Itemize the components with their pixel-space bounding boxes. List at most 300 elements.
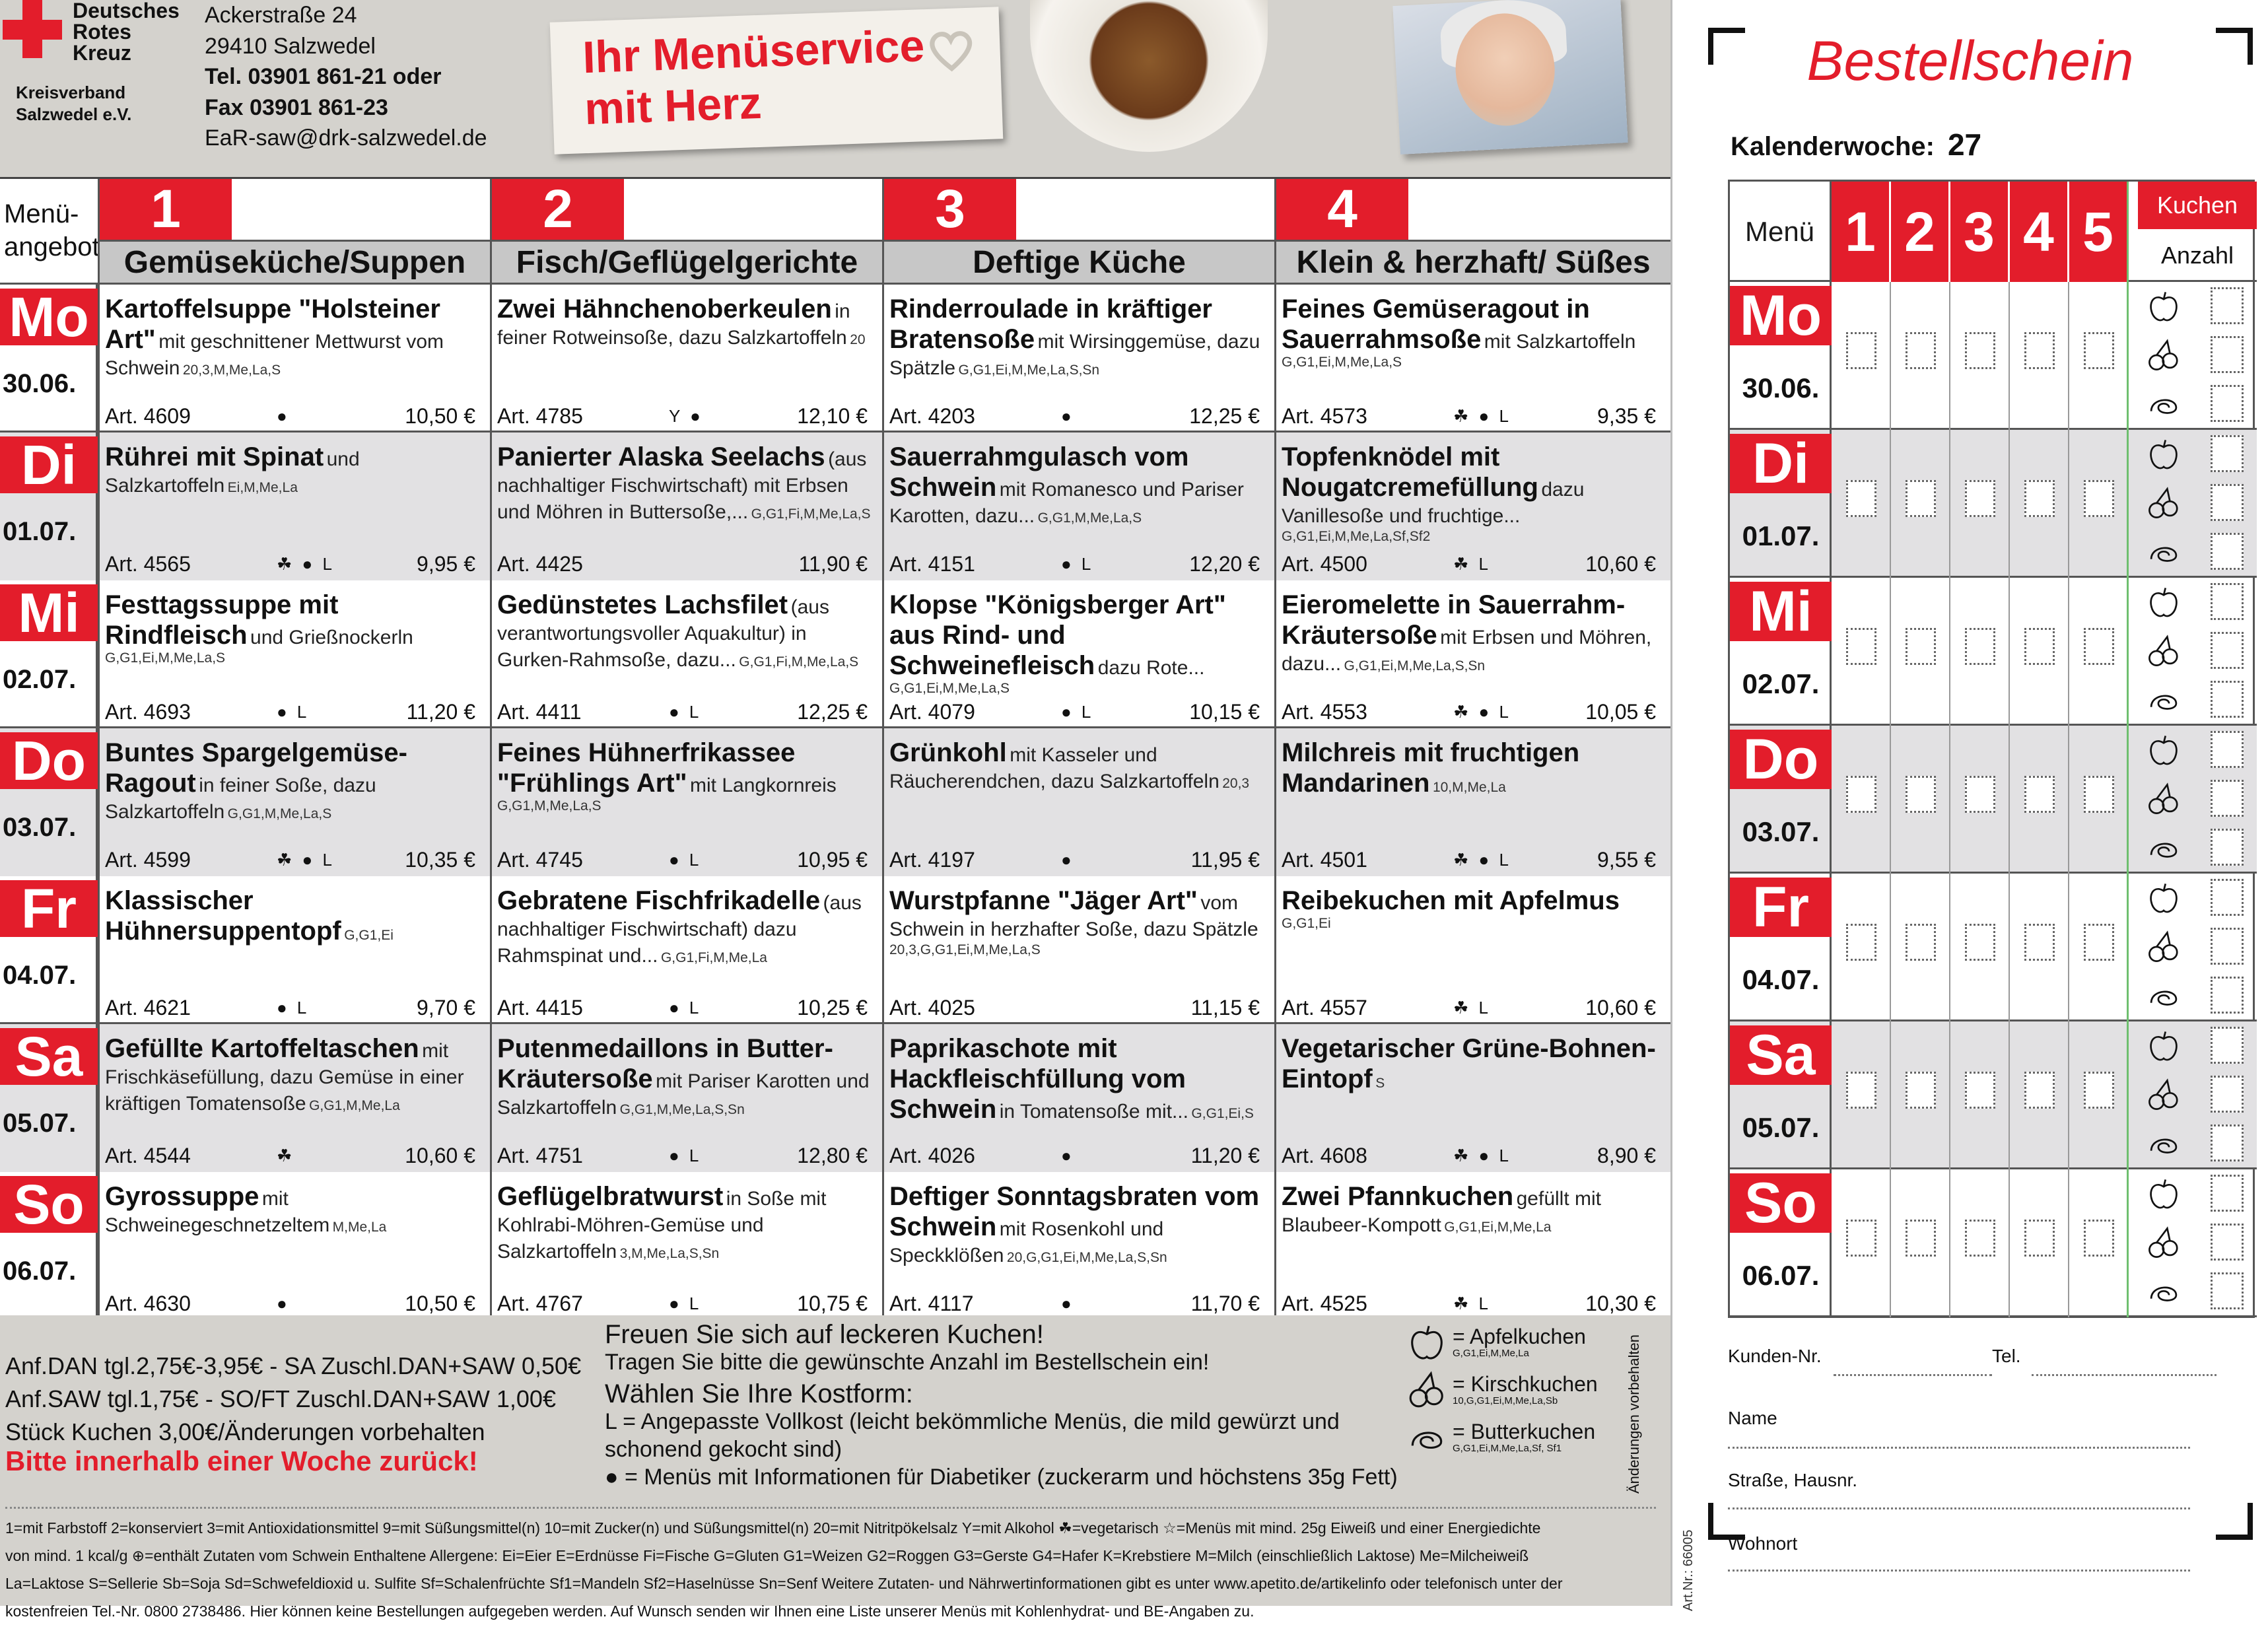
cake-quantity-box[interactable] <box>2211 977 2244 1014</box>
dish-allergens: G,G1,M,Me,La,S <box>497 798 601 813</box>
diet-symbols: ● <box>1061 1294 1074 1313</box>
cake-quantity-box[interactable] <box>2211 1272 2244 1309</box>
order-quantity-box[interactable] <box>1846 480 1876 517</box>
dish-description: mit geschnittener Mettwurst vom Schwein <box>105 331 444 379</box>
cake-quantity-box[interactable] <box>2211 385 2244 422</box>
cake-row <box>2138 479 2257 528</box>
dish-cell[interactable] <box>490 728 882 876</box>
price: 11,20 € <box>406 700 475 724</box>
butter-cake-icon <box>2146 682 2182 718</box>
city-field[interactable] <box>1728 1545 2190 1572</box>
dish-cell[interactable] <box>490 1172 882 1320</box>
dish-description: mit Frischkäsefüllung, dazu Gemüse in einer kräftigen Tomatensoße <box>105 1040 464 1115</box>
order-row <box>1730 282 2257 430</box>
banner-line2: mit Herz <box>584 78 763 135</box>
dish-title: Feines Hühnerfrikassee "Frühlings Art" <box>497 738 796 798</box>
cake-quantity-box[interactable] <box>2211 632 2244 669</box>
cake-row <box>2138 775 2257 823</box>
dish-description: dazu Rote... <box>1097 657 1205 679</box>
apple-icon <box>1406 1322 1447 1363</box>
dish-cell[interactable] <box>98 728 490 876</box>
article-number: Art. 4197 <box>889 848 975 872</box>
diet-symbols: ● <box>1061 1146 1074 1165</box>
drk-logo <box>0 0 191 132</box>
price: 9,95 € <box>417 552 475 576</box>
day-name: So <box>0 1176 98 1233</box>
price: 8,90 € <box>1597 1144 1656 1167</box>
category-number: 1 <box>100 179 232 240</box>
diet-symbols: ☘ ● L <box>1453 702 1511 722</box>
order-quantity-box[interactable] <box>1906 480 1936 517</box>
cake-legend <box>1406 1322 1631 1465</box>
dish-allergens: G,G1,Ei,M,Me,La,S,Sn <box>958 363 1100 378</box>
cake-quantity-box[interactable] <box>2211 879 2244 916</box>
order-quantity-box[interactable] <box>1906 1220 1936 1257</box>
price: 10,60 € <box>1585 552 1656 576</box>
cake-quantity-box[interactable] <box>2211 435 2244 472</box>
k3: = Butterkuchen <box>1453 1420 1596 1444</box>
dish-cell[interactable] <box>98 432 490 580</box>
apple-icon <box>2146 880 2182 916</box>
order-column-5: 5 <box>2069 182 2129 282</box>
order-quantity-box[interactable] <box>1965 1220 1995 1257</box>
k3-allergens: G,G1,Ei,M,Me,La,Sf, Sf1 <box>1453 1443 1562 1455</box>
dish-allergens: G,G1,M,Me,La <box>309 1098 400 1113</box>
dish-allergens: G,G1,M,Me,La,S,Sn <box>619 1102 745 1117</box>
day-date: 03.07. <box>3 813 77 842</box>
order-slot <box>1891 1169 1950 1317</box>
article-number: Art. 4621 <box>105 996 191 1020</box>
dish-title: Klassischer Hühnersuppentopf <box>105 886 341 946</box>
dish-allergens: G,G1,Fi,M,Me,La,S <box>739 654 859 670</box>
day-row <box>0 580 1670 728</box>
return-notice: Bitte innerhalb einer Woche zurück! <box>5 1445 478 1476</box>
article-line <box>1282 698 1665 726</box>
order-row <box>1730 578 2257 726</box>
order-quantity-box[interactable] <box>1846 1072 1876 1109</box>
order-quantity-box[interactable] <box>1906 628 1936 665</box>
order-quantity-box[interactable] <box>2024 1072 2055 1109</box>
order-quantity-box[interactable] <box>2084 628 2114 665</box>
order-quantity-box[interactable] <box>1965 1072 1995 1109</box>
order-day-date: 06.07. <box>1742 1260 1820 1291</box>
dish-cell[interactable] <box>1274 876 1670 1024</box>
cake-quantity-box[interactable] <box>2211 731 2244 768</box>
heart-icon <box>926 26 975 75</box>
email: EaR-saw@drk-salzwedel.de <box>205 125 487 151</box>
dish-title: Paprikaschote mit Hackfleischfüllung vom Schwein <box>889 1034 1186 1124</box>
apple-icon <box>2146 1028 2182 1064</box>
cake-row <box>2138 1267 2257 1316</box>
order-slot <box>1832 874 1891 1021</box>
dish-title: Rinderroulade in kräftiger Bratensoße <box>889 294 1212 354</box>
dish-cell[interactable] <box>882 1172 1274 1320</box>
cake-quantity-box[interactable] <box>2211 928 2244 965</box>
dish-cell[interactable] <box>882 1024 1274 1172</box>
article-number: Art. 4609 <box>105 404 191 428</box>
price: 12,20 € <box>1189 552 1260 576</box>
order-slot <box>1950 430 2010 578</box>
cake-quantity-box[interactable] <box>2211 681 2244 718</box>
day-row <box>0 1024 1670 1172</box>
order-quantity-box[interactable] <box>1846 628 1876 665</box>
dish-cell[interactable] <box>882 580 1274 728</box>
day-row <box>0 1172 1670 1320</box>
article-number: Art. 4151 <box>889 552 975 576</box>
dish-allergens: G,G1,Fi,M,Me,La,S <box>751 506 871 522</box>
cake-row <box>2138 1021 2257 1070</box>
cake-column <box>2138 282 2257 430</box>
order-slot <box>2010 578 2069 726</box>
dish-cell[interactable] <box>98 1172 490 1320</box>
order-quantity-box[interactable] <box>2024 776 2055 813</box>
cake-column <box>2138 726 2257 874</box>
price: 11,20 € <box>1190 1144 1260 1167</box>
day-name: Fr <box>0 880 98 937</box>
day-cell <box>0 876 98 1024</box>
dish-title: Topfenknödel mit Nougatcremefüllung <box>1282 442 1538 502</box>
category-number: 2 <box>492 179 624 240</box>
article-number: Art.Nr.: 66005 <box>1681 1529 1696 1611</box>
order-slot <box>1950 874 2010 1021</box>
diet-symbols: ● L <box>669 850 702 870</box>
dish-cell[interactable] <box>98 876 490 1024</box>
day-date: 06.07. <box>3 1257 77 1286</box>
dish-title: Zwei Pfannkuchen <box>1282 1182 1514 1211</box>
order-quantity-box[interactable] <box>1965 924 1995 961</box>
k2-allergens: 10,G,G1,Ei,M,Me,La,Sb <box>1453 1395 1558 1407</box>
dish-description: mit Pariser Karotten und Salzkartoffeln <box>497 1070 870 1119</box>
dish-title: Eieromelette in Sauerrahm-Kräutersoße <box>1282 590 1626 650</box>
article-line <box>105 846 485 874</box>
order-quantity-box[interactable] <box>1846 332 1876 369</box>
order-day-cell <box>1730 578 1832 726</box>
article-number: Art. 4425 <box>497 552 583 576</box>
order-day-name: Do <box>1730 730 1832 789</box>
phone-label: Tel. <box>1992 1346 2021 1366</box>
street: Ackerstraße 24 <box>205 3 357 28</box>
cake-quantity-box[interactable] <box>2211 484 2244 521</box>
header <box>0 0 1670 177</box>
name-field[interactable] <box>1728 1422 2190 1449</box>
order-quantity-box[interactable] <box>1965 776 1995 813</box>
order-day-date: 30.06. <box>1742 372 1820 403</box>
article-number: Art. 4565 <box>105 552 191 576</box>
order-row <box>1730 874 2257 1021</box>
customer-number-field[interactable] <box>1834 1350 1992 1376</box>
diet-symbols: ☘ ● L <box>277 554 335 574</box>
order-day-date: 04.07. <box>1742 964 1820 995</box>
price: 10,60 € <box>1585 996 1656 1020</box>
diet-symbols: ☘ ● L <box>1453 406 1511 426</box>
order-slot <box>2010 874 2069 1021</box>
article-number: Art. 4767 <box>497 1292 583 1315</box>
order-column-4: 4 <box>2010 182 2069 282</box>
dish-allergens: G,G1,M,Me,La,S <box>1037 510 1142 526</box>
article-number: Art. 4693 <box>105 700 191 724</box>
price-line1: Anf.DAN tgl.2,75€-3,95€ - SA Zuschl.DAN+SAW 0,50€ <box>5 1352 582 1379</box>
name-label: Name <box>1728 1408 1777 1428</box>
dish-cell[interactable] <box>1274 728 1670 876</box>
article-number: Art. 4745 <box>497 848 583 872</box>
butter-cake-icon <box>1406 1417 1447 1458</box>
dish-allergens: G,G1,Ei,M,Me,La <box>1444 1220 1552 1235</box>
cake-sub: Tragen Sie bitte die gewünschte Anzahl im Bestellschein ein! <box>605 1350 1210 1375</box>
cake-label: Kuchen <box>2138 182 2257 229</box>
dish-cell[interactable] <box>1274 1024 1670 1172</box>
dish-description: in feiner Soße, dazu Salzkartoffeln <box>105 775 376 823</box>
dish-cell[interactable] <box>490 285 882 432</box>
order-slot <box>1832 578 1891 726</box>
category-name: Klein & herzhaft/ Süßes <box>1276 240 1670 285</box>
order-quantity-box[interactable] <box>2084 1072 2114 1109</box>
order-day-date: 01.07. <box>1742 520 1820 551</box>
dish-description: mit Schweinegeschnetzeltem <box>105 1188 330 1236</box>
dish-cell[interactable] <box>1274 580 1670 728</box>
order-column-1: 1 <box>1832 182 1891 282</box>
diet-symbols: ☘ ● L <box>1453 850 1511 870</box>
category-number: 4 <box>1276 179 1408 240</box>
cake-row <box>2138 874 2257 922</box>
cake-quantity-box[interactable] <box>2211 1224 2244 1261</box>
order-day-name: Fr <box>1730 878 1832 937</box>
calendar-week <box>1731 129 1981 160</box>
order-quantity-box[interactable] <box>2084 332 2114 369</box>
day-cell <box>0 728 98 876</box>
dish-cell[interactable] <box>882 432 1274 580</box>
order-quantity-box[interactable] <box>1965 332 1995 369</box>
article-line <box>497 402 877 430</box>
order-header <box>1730 182 2257 282</box>
article-line <box>497 994 877 1021</box>
dish-cell[interactable] <box>98 580 490 728</box>
apple-icon <box>2146 289 2182 324</box>
cake-row <box>2138 675 2257 724</box>
order-day-date: 03.07. <box>1742 816 1820 847</box>
dish-allergens: 20 <box>850 332 866 347</box>
menu-label-2: angebot <box>4 232 100 261</box>
butter-cake-icon <box>2146 534 2182 570</box>
butter-cake-icon <box>2146 1274 2182 1309</box>
dish-cell[interactable] <box>490 580 882 728</box>
order-slot <box>1832 282 1891 430</box>
cake-quantity-box[interactable] <box>2211 287 2244 324</box>
order-day-date: 05.07. <box>1742 1112 1820 1143</box>
cake-quantity-box[interactable] <box>2211 1124 2244 1161</box>
article-number: Art. 4573 <box>1282 404 1367 428</box>
order-slot <box>2069 1021 2129 1169</box>
diet-symbols: ☘ L <box>1453 1294 1491 1313</box>
dish-description: und Grießnockerln <box>250 627 413 648</box>
dish-description: mit Kasseler und Räucherendchen, dazu Salzkartoffeln <box>889 744 1220 792</box>
order-slot <box>2069 726 2129 874</box>
order-day-cell <box>1730 282 1832 430</box>
cake-info <box>605 1321 1410 1491</box>
dish-title: Rührei mit Spinat <box>105 442 324 471</box>
cake-row <box>2138 331 2257 380</box>
dish-cell[interactable] <box>490 1024 882 1172</box>
city: 29410 Salzwedel <box>205 33 376 59</box>
dish-allergens: G,G1,Ei,M,Me,La,S <box>105 650 226 666</box>
butter-cake-icon <box>2146 978 2182 1014</box>
order-row <box>1730 726 2257 874</box>
dish-title: Grünkohl <box>889 738 1007 767</box>
dish-allergens: 10,M,Me,La <box>1432 780 1506 795</box>
article-line <box>1282 1142 1665 1169</box>
phone-field[interactable] <box>2032 1350 2216 1376</box>
diet-symbols: ● L <box>669 702 702 722</box>
dish-description: und Salzkartoffeln <box>105 448 360 497</box>
order-column-3: 3 <box>1950 182 2010 282</box>
article-line <box>105 698 485 726</box>
dish-title: Reibekuchen mit Apfelmus <box>1282 886 1620 915</box>
article-number: Art. 4501 <box>1282 848 1367 872</box>
diet-symbols: ● L <box>669 1146 702 1165</box>
day-cell <box>0 432 98 580</box>
order-slot <box>1832 430 1891 578</box>
dish-cell[interactable] <box>882 285 1274 432</box>
dish-cell[interactable] <box>98 285 490 432</box>
dish-cell[interactable] <box>1274 285 1670 432</box>
price: 12,10 € <box>797 404 868 428</box>
order-slot <box>2069 1169 2129 1317</box>
dish-description: (aus nachhaltiger Fischwirtschaft) dazu Rahmspinat und... <box>497 892 862 967</box>
order-quantity-box[interactable] <box>1906 776 1936 813</box>
price: 12,80 € <box>797 1144 868 1167</box>
article-number: Art. 4608 <box>1282 1144 1367 1167</box>
dish-cell[interactable] <box>1274 432 1670 580</box>
cake-quantity-box[interactable] <box>2211 1175 2244 1212</box>
kreis-line1: Kreisverband <box>16 83 126 102</box>
dish-title: Deftiger Sonntagsbraten vom Schwein <box>889 1182 1260 1241</box>
cake-row <box>2138 528 2257 576</box>
order-quantity-box[interactable] <box>2024 332 2055 369</box>
order-quantity-box[interactable] <box>1906 1072 1936 1109</box>
dish-description: mit Langkornreis <box>690 775 837 796</box>
cake-header <box>2138 182 2257 282</box>
menu-label-1: Menü- <box>4 199 79 228</box>
cherry-icon <box>2146 485 2182 521</box>
order-quantity-box[interactable] <box>2024 1220 2055 1257</box>
cake-row <box>2138 578 2257 627</box>
kost-d: ● = Menüs mit Informationen für Diabetiker (zuckerarm und höchstens 35g Fett) <box>605 1465 1398 1490</box>
price: 9,35 € <box>1597 404 1656 428</box>
dish-cell[interactable] <box>98 1024 490 1172</box>
dish-cell[interactable] <box>490 432 882 580</box>
order-quantity-box[interactable] <box>2024 480 2055 517</box>
cake-quantity-box[interactable] <box>2211 780 2244 817</box>
article-line <box>889 698 1269 726</box>
order-slot <box>2010 282 2069 430</box>
cake-quantity-box[interactable] <box>2211 1027 2244 1064</box>
order-quantity-box[interactable] <box>2084 480 2114 517</box>
diet-symbols: ● L <box>1061 702 1094 722</box>
org-name-line2: Rotes <box>73 20 131 44</box>
dish-description: mit Romanesco und Pariser Karotten, dazu... <box>889 479 1244 527</box>
cake-quantity-box[interactable] <box>2211 1076 2244 1113</box>
order-day-cell <box>1730 874 1832 1021</box>
address-block <box>205 0 487 154</box>
order-day-name: So <box>1730 1173 1832 1233</box>
dish-cell[interactable] <box>1274 1172 1670 1320</box>
price: 10,05 € <box>1585 700 1656 724</box>
order-day-date: 02.07. <box>1742 668 1820 699</box>
order-quantity-box[interactable] <box>2084 776 2114 813</box>
dish-title: Zwei Hähnchenoberkeulen <box>497 294 832 324</box>
org-name-line1: Deutsches <box>73 0 180 22</box>
order-quantity-box[interactable] <box>1906 924 1936 961</box>
article-line <box>1282 846 1665 874</box>
cake-column <box>2138 874 2257 1021</box>
dish-description: (aus verantwortungsvoller Aquakultur) in Gurken-Rahmsoße, dazu... <box>497 596 829 671</box>
dish-cell[interactable] <box>882 728 1274 876</box>
order-quantity-box[interactable] <box>1846 1220 1876 1257</box>
fax: Fax 03901 861-23 <box>205 94 388 120</box>
price-info <box>5 1350 581 1449</box>
street-field[interactable] <box>1728 1483 2190 1509</box>
order-slot <box>2069 282 2129 430</box>
article-line <box>105 550 485 578</box>
order-quantity-box[interactable] <box>2084 924 2114 961</box>
dish-cell[interactable] <box>882 876 1274 1024</box>
order-quantity-box[interactable] <box>1965 480 1995 517</box>
order-quantity-box[interactable] <box>1906 332 1936 369</box>
price: 10,60 € <box>405 1144 475 1167</box>
day-name: Mi <box>0 584 98 641</box>
article-line <box>497 698 877 726</box>
dish-allergens: 20,3,M,Me,La,S <box>182 363 281 378</box>
article-line <box>105 994 485 1021</box>
street-label: Straße, Hausnr. <box>1728 1470 1858 1490</box>
cherry-icon <box>2146 1077 2182 1113</box>
order-slot <box>1950 726 2010 874</box>
order-quantity-box[interactable] <box>1965 628 1995 665</box>
org-name-line3: Kreuz <box>73 41 131 65</box>
order-quantity-box[interactable] <box>2024 628 2055 665</box>
article-number: Art. 4557 <box>1282 996 1367 1020</box>
cake-quantity-box[interactable] <box>2211 336 2244 373</box>
cake-quantity-box[interactable] <box>2211 829 2244 866</box>
order-quantity-box[interactable] <box>2024 924 2055 961</box>
article-number: Art. 4500 <box>1282 552 1367 576</box>
cake-quantity-box[interactable] <box>2211 533 2244 570</box>
diet-symbols: ● <box>1061 850 1074 870</box>
order-slot <box>2010 1021 2069 1169</box>
customer-number-label: Kunden-Nr. <box>1728 1346 1822 1366</box>
order-quantity-box[interactable] <box>2084 1220 2114 1257</box>
category-name: Gemüseküche/Suppen <box>100 240 490 285</box>
price: 11,95 € <box>1190 848 1260 872</box>
order-quantity-box[interactable] <box>1846 776 1876 813</box>
dish-description: gefüllt mit Blaubeer-Kompott <box>1282 1188 1602 1236</box>
article-line <box>889 1290 1269 1317</box>
article-line <box>889 402 1269 430</box>
order-slot <box>1891 726 1950 874</box>
diet-symbols: Y ● <box>669 406 703 426</box>
fine4: kostenfreien Tel.-Nr. 0800 2738486. Hier können keine Bestellungen aufgegeben werden. Auf Wunsch senden wir Ihnen eine Liste unserer Menüs mit Kohlenhydrat- und BE-Angaben zu. <box>5 1603 1254 1620</box>
dish-allergens: G,G1,Ei <box>1282 916 1331 931</box>
cake-quantity-box[interactable] <box>2211 583 2244 620</box>
article-line <box>105 1142 485 1169</box>
day-date: 01.07. <box>3 517 77 546</box>
dish-cell[interactable] <box>490 876 882 1024</box>
changes-reserved: Änderungen vorbehalten <box>1626 1334 1642 1494</box>
dish-description: (aus nachhaltiger Fischwirtschaft) mit Erbsen und Möhren in Buttersoße,... <box>497 448 867 523</box>
category-number: 3 <box>884 179 1016 240</box>
article-number: Art. 4599 <box>105 848 191 872</box>
order-quantity-box[interactable] <box>1846 924 1876 961</box>
day-name: Do <box>0 732 98 789</box>
